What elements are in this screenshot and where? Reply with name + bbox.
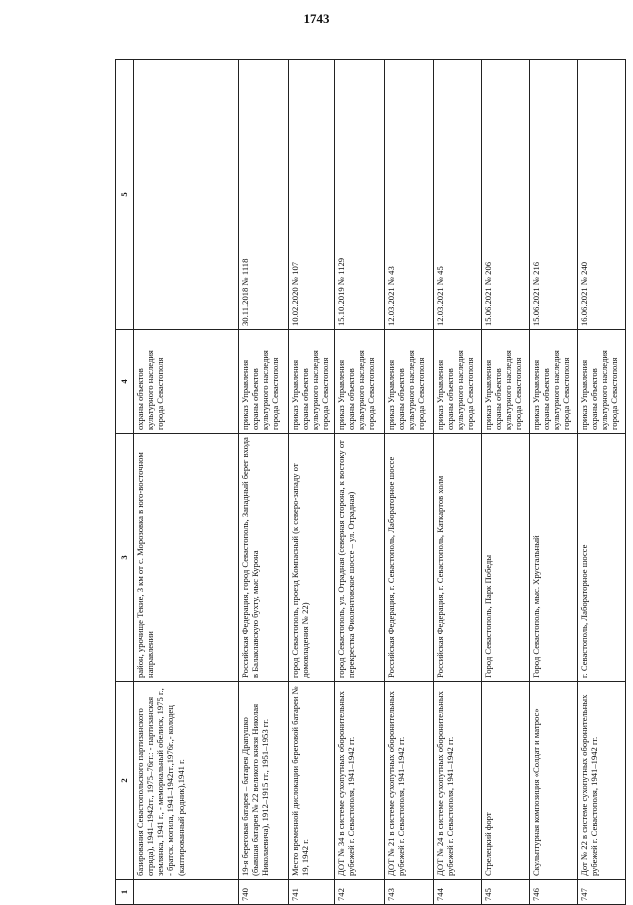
protection-document: приказ Управления охраны объектов культурного наследия города Севастополя [434, 330, 482, 434]
rotated-table-container [115, 60, 620, 905]
table-row [530, 60, 578, 905]
row-number [134, 880, 239, 905]
object-location: Город Севастополь, Парк Победы [482, 434, 530, 682]
row-number: 745 [482, 880, 530, 905]
object-name: 19-я береговая батарея – батарея Драпушко (бывшая батарея № 22 великого князя Николая Николаевича), 1912–1915 гг., 1951–1953 гг. [239, 682, 289, 880]
object-location: Российская Федерация, г. Севастополь, Каткартов холм [434, 434, 482, 682]
object-name: Дот № 22 в системе сухопутных оборонительных рубежей г. Севастополя, 1941–1942 гг. [578, 682, 626, 880]
document-date-number: 16.06.2021 № 240 [578, 60, 626, 330]
page-number: 1743 [303, 11, 330, 26]
table-row [239, 60, 289, 905]
header-col-2: 2 [116, 682, 134, 880]
object-name: ДОТ № 34 в системе сухопутных оборонительных рубежей г. Севастополя, 1941–1942 гг. [335, 682, 385, 880]
object-name: Место временной дислокации береговой батареи № 19, 1942 г. [289, 682, 335, 880]
object-location: район, урочище Текие, 3 км от с. Морозовка в юго-восточном направлении [134, 434, 239, 682]
document-date-number: 12.03.2021 № 43 [385, 60, 434, 330]
row-number: 746 [530, 880, 578, 905]
protection-document: приказ Управления охраны объектов культурного наследия города Севастополя [239, 330, 289, 434]
protection-document: приказ Управления охраны объектов культурного наследия города Севастополя [482, 330, 530, 434]
protection-document: приказ Управления охраны объектов культурного наследия города Севастополя [385, 330, 434, 434]
header-col-1: 1 [116, 880, 134, 905]
table-row [289, 60, 335, 905]
object-name: ДОТ № 21 в системе сухопутных оборонительных рубежей г. Севастополя, 1941–1942 гг. [385, 682, 434, 880]
object-name: Стрелецкий форт [482, 682, 530, 880]
protection-document: приказ Управления охраны объектов культурного наследия города Севастополя [578, 330, 626, 434]
document-date-number: 30.11.2018 № 1118 [239, 60, 289, 330]
table-row [134, 60, 239, 905]
object-name: Скульптурная композиция «Солдат и матрос» [530, 682, 578, 880]
object-location: г. Севастополь, Лабораторное шоссе [578, 434, 626, 682]
document-date-number: 12.03.2021 № 45 [434, 60, 482, 330]
row-number: 743 [385, 880, 434, 905]
row-number: 740 [239, 880, 289, 905]
object-location: Город Севастополь, мыс. Хрустальный [530, 434, 578, 682]
table-row [434, 60, 482, 905]
row-number: 742 [335, 880, 385, 905]
document-date-number [134, 60, 239, 330]
heritage-registry-table [115, 59, 626, 905]
header-col-3: 3 [116, 434, 134, 682]
object-name: ДОТ № 24 в системе сухопутных оборонительных рубежей г. Севастополя, 1941–1942 гг. [434, 682, 482, 880]
protection-document: приказ Управления охраны объектов культурного наследия города Севастополя [289, 330, 335, 434]
document-date-number: 15.10.2019 № 1129 [335, 60, 385, 330]
object-location: город Севастополь, ул. Отрадная (северная сторона, к востоку от перекрестка Фиолентовское шоссе – ул. Отрадная) [335, 434, 385, 682]
row-number: 747 [578, 880, 626, 905]
object-location: Российская Федерация, город Севастополь, Западный берег входа в Балаклавскую бухту, мыс Курона [239, 434, 289, 682]
row-number: 741 [289, 880, 335, 905]
table-row [335, 60, 385, 905]
protection-document: приказ Управления охраны объектов культурного наследия города Севастополя [335, 330, 385, 434]
table-row [385, 60, 434, 905]
row-number: 744 [434, 880, 482, 905]
object-location: город Севастополь, проезд Компасный (к северо-западу от домовладения № 22) [289, 434, 335, 682]
object-location: Российская Федерация, г. Севастополь, Лабораторное шоссе [385, 434, 434, 682]
table-row [578, 60, 626, 905]
protection-document: приказ Управления охраны объектов культурного наследия города Севастополя [530, 330, 578, 434]
table-row [482, 60, 530, 905]
document-date-number: 10.02.2020 № 107 [289, 60, 335, 330]
table-header-row [116, 60, 134, 905]
header-col-5: 5 [116, 60, 134, 330]
object-name: базирования Севастопольского партизанского отряда), 1941–1942гг., 1975–76гг.: - партизанская землянка, 1941 г., - мемориальный обелиск, 1975 г., - братск. могила, 1941–1942гг.,1976г.,- колодец (каптированный родник),1941 г. [134, 682, 239, 880]
protection-document: охраны объектов культурного наследия города Севастополя [134, 330, 239, 434]
document-date-number: 15.06.2021 № 216 [530, 60, 578, 330]
document-date-number: 15.06.2021 № 206 [482, 60, 530, 330]
header-col-4: 4 [116, 330, 134, 434]
rotated-table-region [115, 60, 620, 905]
